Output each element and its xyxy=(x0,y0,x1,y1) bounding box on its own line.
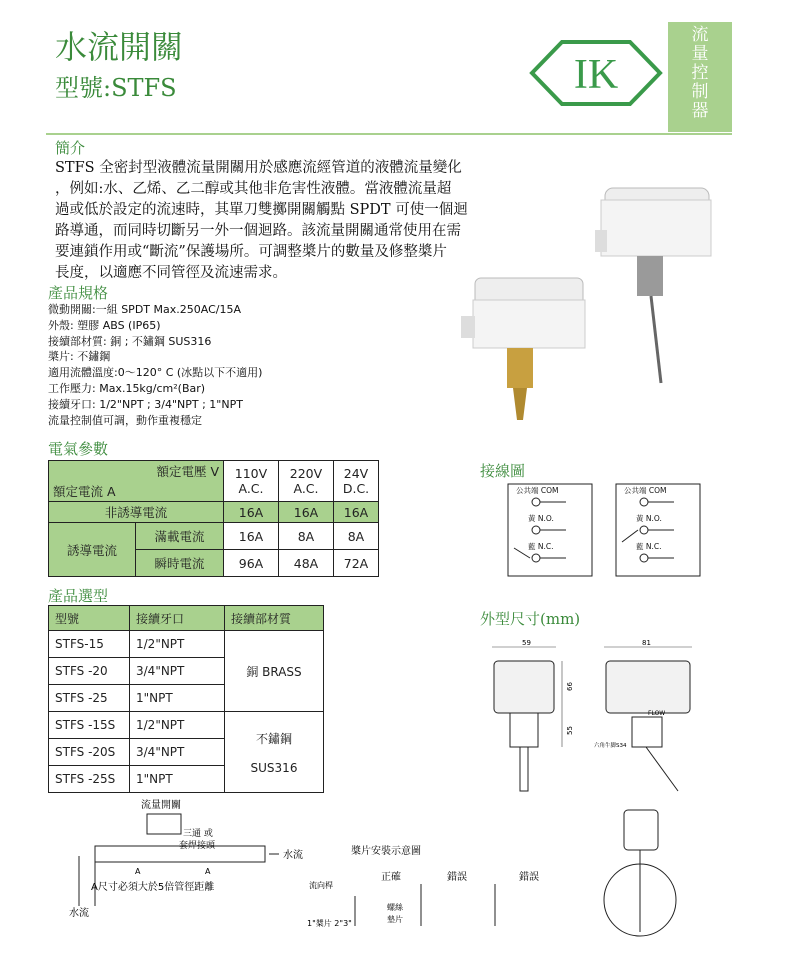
electrical-heading: 電氣參數 xyxy=(48,440,109,458)
selection-table: 型號 接續牙口 接續部材質 STFS-15 1/2"NPT 銅 BRASS STFS -20 3/4"NPT STFS -25 1"NPT STFS -15S 1/2"NPT 不鏽鋼 SUS316 STFS -20S 3/4"NPT STFS -25S 1"NPT xyxy=(48,605,324,793)
intro-heading: 簡介 xyxy=(55,139,86,157)
svg-text:66: 66 xyxy=(566,682,574,691)
svg-text:水流: 水流 xyxy=(69,908,89,919)
dimensions-heading: 外型尺寸(mm) xyxy=(480,610,581,628)
page-title: 水流開關 xyxy=(55,28,184,66)
svg-text:三通 或: 三通 或 xyxy=(183,829,213,839)
svg-text:FLOW: FLOW xyxy=(648,710,666,717)
svg-text:公共端 COM: 公共端 COM xyxy=(516,486,559,495)
svg-text:藍 N.C.: 藍 N.C. xyxy=(636,542,662,551)
logo-text: IK xyxy=(573,52,619,98)
intro-text: STFS 全密封型液體流量開關用於感應流經管道的液體流量變化 ，例如:水、乙烯、乙二醇或其他非危害性液體。當液體流量超 過或低於設定的流速時，其單刀雙擲開關觸點 SPDT 可使一個迴 路導通，而同時切斷另一外一個迴路。該流量開關通常使用在需 要連鎖作用或“斷流”保護場所。可調整槳片的數量及修整槳片 長度，以適應不同管徑及流速需求。 xyxy=(55,160,468,281)
electrical-table: 額定電壓 V 110V A.C. 220V A.C. 24V D.C. 額定電流 A 非誘導電流 16A 16A 16A 誘導電流 滿載電流 16A 8A 8A 瞬時電流 96A 48A 72A xyxy=(48,460,379,577)
svg-text:水流: 水流 xyxy=(283,850,303,861)
ik-logo xyxy=(528,36,664,110)
svg-text:A尺寸必須大於5倍管徑距離: A尺寸必須大於5倍管徑距離 xyxy=(91,882,215,893)
svg-text:藍 N.C.: 藍 N.C. xyxy=(528,542,554,551)
installation-diagram xyxy=(55,796,615,956)
svg-text:六角牛脚S34: 六角牛脚S34 xyxy=(594,743,627,749)
model-number: 型號:STFS xyxy=(55,74,177,102)
svg-text:錯誤: 錯誤 xyxy=(447,872,467,883)
header-divider xyxy=(46,133,732,135)
svg-text:槳片安裝示意圖: 槳片安裝示意圖 xyxy=(351,846,421,857)
svg-text:59: 59 xyxy=(522,639,531,647)
svg-text:A: A xyxy=(205,867,211,876)
svg-text:螺絲: 螺絲 xyxy=(387,903,403,912)
svg-text:錯誤: 錯誤 xyxy=(519,872,539,883)
dimension-drawing xyxy=(482,635,712,795)
specs-heading: 產品規格 xyxy=(48,284,109,302)
wiring-heading: 接線圖 xyxy=(480,462,526,480)
svg-text:正確: 正確 xyxy=(381,872,401,883)
selection-heading: 產品選型 xyxy=(48,587,109,605)
svg-text:黃 N.O.: 黃 N.O. xyxy=(636,514,662,523)
wiring-diagram xyxy=(500,482,720,582)
corner-current: 額定電流 A xyxy=(49,481,224,502)
product-photo xyxy=(455,178,725,448)
specs-list: 微動開關:一組 SPDT Max.250AC/15A 外殼: 塑膠 ABS (IP65) 接續部材質: 銅 ; 不鏽鋼 SUS316 槳片: 不鏽鋼 適用流體溫度:0～120° C (冰點以下不適用) 工作壓力: Max.15kg/cm²(Bar) 接續牙口: 1/2"NPT ; 3/4"NPT ; 1"NPT 流量控制值可調，動作重複穩定 xyxy=(48,303,263,427)
svg-text:墊片: 墊片 xyxy=(387,915,403,924)
svg-text:流向桿: 流向桿 xyxy=(309,881,333,890)
svg-text:黃 N.O.: 黃 N.O. xyxy=(528,514,554,523)
pipe-section-drawing xyxy=(600,800,690,950)
svg-text:A: A xyxy=(135,867,141,876)
svg-text:81: 81 xyxy=(642,639,651,647)
svg-text:公共端 COM: 公共端 COM xyxy=(624,486,667,495)
svg-text:流量開關: 流量開關 xyxy=(141,800,181,811)
svg-text:1"槳片 2"3": 1"槳片 2"3" xyxy=(307,919,352,928)
corner-voltage: 額定電壓 V xyxy=(49,461,224,482)
side-band: 流 量 控 制 器 xyxy=(668,22,732,132)
svg-text:55: 55 xyxy=(566,726,574,735)
svg-text:套焊接頭: 套焊接頭 xyxy=(179,841,216,851)
